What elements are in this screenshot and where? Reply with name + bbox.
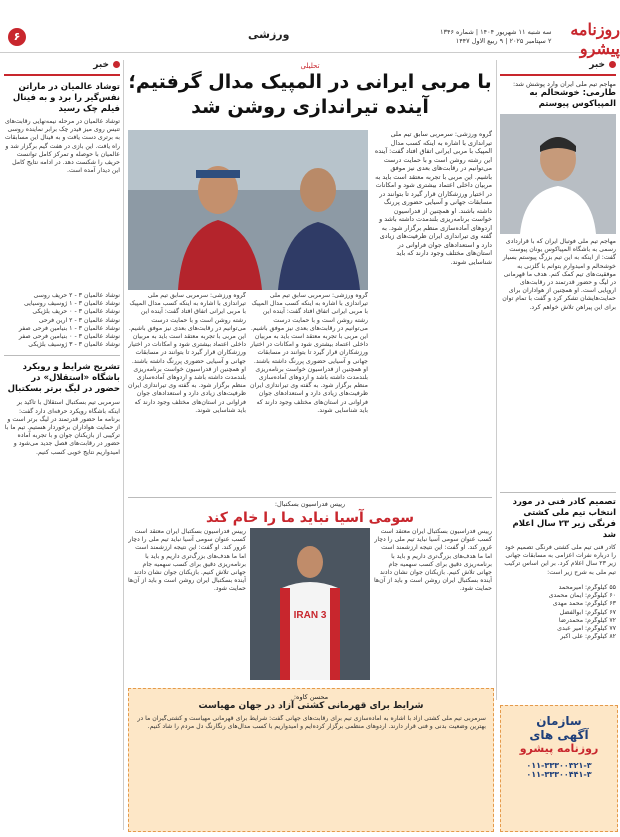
ad-phone2[interactable]: ۰۱۱-۳۳۳۰۰۴۴۱-۳ xyxy=(526,770,592,779)
ad-box xyxy=(500,705,618,832)
main-body-middle: گروه ورزشی: سرمربی سابق تیم ملی تیراندازی با اشاره به اینکه کسب مدال المپیک با مربی ایرانی اتفاق افتاد گفت: آینده این رشته روشن است و با حمایت درست می‌توانیم در رقابت‌های بعدی نیز موفق باشیم. این مربی با تجربه معتقد است باید به مربیان داخلی اعتماد بیشتری شود و امکانات در اختیار ورزشکاران قرار گیرد تا بتوانند در مسابقات جهانی و آسیایی حضوری پررنگ داشته باشند. او همچنین از فدراسیون خواست برنامه‌ریزی بلندمدت داشته باشد و اردوهای آماده‌سازی منظم برگزار شود. به گفته وی تیراندازی ایران ظرفیت‌های زیادی دارد و استعدادهای جوان فراوانی در استان‌های مختلف وجود دارند که باید شناسایی شوند. xyxy=(250,292,368,414)
basketball-story xyxy=(128,500,492,528)
newspaper-logo: روزنامه پیشرو xyxy=(570,20,620,58)
basketball-headline: سومی آسیا نباید ما را خام کند xyxy=(205,510,415,526)
date-persian: سه شنبه ۱۱ شهریور ۱۴۰۴ | شماره ۱۳۴۶ xyxy=(440,28,552,36)
right-story1-title: طارمی: خوشحالم به المپیاکوس پیوستم xyxy=(529,88,616,109)
result-item: نوشاد عالمیان ۳ - ۳ ژوسیف بلژیکی xyxy=(28,341,120,349)
bullet-icon xyxy=(113,61,120,68)
bottom-kicker: محسن کاوه: xyxy=(293,693,329,701)
main-story xyxy=(128,62,492,120)
basketball-body-right: رییس فدراسیون بسکتبال ایران معتقد است کسب عنوان سومی آسیا نباید تیم ملی را دچار غرور کند. او گفت: این نتیجه ارزشمند است اما ما هدف‌های بزرگ‌تری داریم و باید با برنامه‌ریزی دقیق برای کسب سهمیه جام جهانی تلاش کنیم. بازیکنان جوان نشان دادند آینده بسکتبال ایران روشن است و باید از آن‌ها حمایت شود. xyxy=(374,528,492,593)
date-gregorian: ۲ سپتامبر ۲۰۲۵ | ۹ ربیع الاول ۱۴۴۷ xyxy=(455,37,552,45)
result-item: نوشاد عالمیان ۳ - ۱ بنیامین فرحی صفر xyxy=(18,324,120,332)
main-kicker: تحلیلی xyxy=(300,62,320,70)
masthead xyxy=(0,0,620,58)
roster-item: ۷۲ کیلوگرم: محمدرضا xyxy=(558,616,616,624)
ad-phone1[interactable]: ۰۱۱-۳۳۳۰۰۳۲۱-۳ xyxy=(526,761,592,770)
left-story2-body: سرمربی تیم بسکتبال استقلال با تاکید بر اینکه باشگاه رویکرد حرفه‌ای دارد گفت: برنامه ما حضور قدرتمند در لیگ برتر است و از حمایت هواداران برخوردار هستیم. تیم ما با ترکیبی از بازیکنان جوان و با تجربه آماده حضور در رقابت‌های فصل جدید می‌شود و امیدواریم نتایج خوبی کسب کنیم. xyxy=(4,399,120,456)
roster-list xyxy=(500,584,616,641)
right-column xyxy=(500,60,616,700)
roster-item: ۶۷ کیلوگرم: ابوالفضل xyxy=(559,608,616,616)
coach-photo-icon xyxy=(128,130,368,290)
bottom-body: سرمربی تیم ملی کشتی آزاد با اشاره به آماده‌سازی تیم برای رقابت‌های جهانی گفت: شرایط برای قهرمانی مهیاست و کشتی‌گیران ما در بهترین وضعیت بدنی و فنی قرار دارند. اردوهای منظمی برگزار کرده‌ایم و امیدواریم با کسب مدال‌های رنگارنگ دل مردم را شاد کنیم. xyxy=(137,715,486,731)
basketball-photo xyxy=(250,528,370,680)
result-item: نوشاد عالمیان ۳ - ۲ حریف روسی xyxy=(33,292,120,299)
basketball-kicker: رییس فدراسیون بسکتبال: xyxy=(274,500,346,508)
main-photo xyxy=(128,130,368,290)
roster-item: ۵۵ کیلوگرم: امیرمحمد xyxy=(558,584,616,591)
left-story1-title: توشاد عالمیان در ماراتن نفس‌گیر را برد و به فینال فیلم چک رسید xyxy=(12,82,120,114)
right-story1-kicker: مهاجم تیم ملی ایران وارد پوشش شد: xyxy=(512,80,616,88)
basketball-body-left: رییس فدراسیون بسکتبال ایران معتقد است کسب عنوان سومی آسیا نباید تیم ملی را دچار غرور کند. او گفت: این نتیجه ارزشمند است اما ما هدف‌های بزرگ‌تری داریم و باید با برنامه‌ریزی دقیق برای کسب سهمیه جام جهانی تلاش کنیم. بازیکنان جوان نشان دادند آینده بسکتبال ایران روشن است و باید از آن‌ها حمایت شود. xyxy=(128,528,246,593)
main-headline-line1: با مربی ایرانی در المپیک مدال گرفتیم؛ xyxy=(128,71,492,93)
result-item: نوشاد عالمیان ۳ - ۰ بنیامین فرحی صفر xyxy=(18,333,120,341)
divider xyxy=(500,492,616,493)
section-title: ورزشی xyxy=(248,28,290,41)
right-story2-title: تصمیم کادر فنی در مورد انتخاب تیم ملی کشتی فرنگی زیر ۲۳ سال اعلام شد xyxy=(512,497,616,540)
bullet-icon xyxy=(609,61,616,68)
results-list xyxy=(4,292,120,349)
roster-item: ۶۰ کیلوگرم: ایمان محمدی xyxy=(548,592,616,600)
basketball-player-icon xyxy=(250,528,370,680)
column-divider xyxy=(496,60,497,700)
divider xyxy=(128,497,492,498)
right-column-header: خبر xyxy=(500,60,616,76)
bottom-title: شرایط برای قهرمانی کشتی آزاد در جهان مهیاست xyxy=(198,701,424,711)
bottom-story-box xyxy=(128,688,494,832)
result-item: نوشاد عالمیان ۳ - ۲ آرین فرحی xyxy=(38,316,120,324)
roster-item: ۷۷ کیلوگرم: امیر عبدی xyxy=(557,625,616,633)
left-column-header: خبر xyxy=(4,60,120,76)
jersey-text: IRAN 3 xyxy=(293,610,327,621)
ad-title2: آگهی های xyxy=(529,728,589,742)
ad-title3: روزنامه پیشرو xyxy=(519,742,599,755)
roster-item: ۶۳ کیلوگرم: محمد مهدی xyxy=(552,600,616,608)
ad-title1: سازمان xyxy=(536,714,582,728)
roster-item: ۸۲ کیلوگرم: علی اکبر xyxy=(560,633,616,641)
result-item: نوشاد عالمیان ۳ - ۱ ژوسیف روسیایی xyxy=(23,300,120,308)
column-divider xyxy=(123,60,124,830)
main-body-right: گروه ورزشی: سرمربی سابق تیم ملی تیراندازی با اشاره به اینکه کسب مدال المپیک با مربی ایرانی اتفاق افتاد گفت: آینده این رشته روشن است و با حمایت درست می‌توانیم در رقابت‌های بعدی نیز موفق باشیم. این مربی با تجربه معتقد است باید به مربیان داخلی اعتماد بیشتری شود و امکانات در اختیار ورزشکاران قرار گیرد تا بتوانند در مسابقات جهانی و آسیایی حضوری پررنگ داشته باشند. او همچنین از فدراسیون خواست برنامه‌ریزی بلندمدت داشته باشد و اردوهای آماده‌سازی منظم برگزار شود. به گفته وی تیراندازی ایران ظرفیت‌های زیادی دارد و استعدادهای جوان فراوانی در استان‌های مختلف وجود دارند که باید شناسایی شوند. xyxy=(374,130,492,266)
left-story1-body: توشاد عالمیان در مرحله نیمه‌نهایی رقابت‌های تنیس روی میز فیدر چک برابر نماینده روسی به برتری دست یافت و به فینال این مسابقات راه یافت. این بازی در هفت گیم برگزار شد و عالمیان با حوصله و تمرکز کامل توانست حریف را شکست دهد. در ادامه نتایج کامل این دیدار آمده است. xyxy=(4,118,120,175)
player-portrait-icon xyxy=(500,114,616,234)
player-photo xyxy=(500,114,616,234)
right-story1-body: مهاجم تیم ملی فوتبال ایران که با قراردادی رسمی به باشگاه المپیاکوس یونان پیوست گفت: از اینکه به این تیم بزرگ پیوستم بسیار خوشحالم و امیدوارم بتوانم با گلزنی به موفقیت‌های تیم کمک کنم. هدف ما قهرمانی در لیگ و حضور قدرتمند در رقابت‌های اروپایی است. او همچنین از هواداران برای حمایت‌هایشان تشکر کرد و گفت با تمام توان برای این پیراهن تلاش خواهم کرد. xyxy=(502,238,616,311)
left-story2-title: تشریح شرایط و رویکرد باشگاه «استقلال» در حضور در لیگ برتر بسکتبال xyxy=(7,362,120,395)
main-body-left: گروه ورزشی: سرمربی سابق تیم ملی تیراندازی با اشاره به اینکه کسب مدال المپیک با مربی ایرانی اتفاق افتاد گفت: آینده این رشته روشن است و با حمایت درست می‌توانیم در رقابت‌های بعدی نیز موفق باشیم. این مربی با تجربه معتقد است باید به مربیان داخلی اعتماد بیشتری شود و امکانات در اختیار ورزشکاران قرار گیرد تا بتوانند در مسابقات جهانی و آسیایی حضوری پررنگ داشته باشند. او همچنین از فدراسیون خواست برنامه‌ریزی بلندمدت داشته باشد و اردوهای آماده‌سازی منظم برگزار شود. به گفته وی تیراندازی ایران ظرفیت‌های زیادی دارد و استعدادهای جوان فراوانی در استان‌های مختلف وجود دارند که باید شناسایی شوند. xyxy=(128,292,246,414)
right-story2-body: کادر فنی تیم ملی کشتی فرنگی تصمیم خود را درباره نفرات اعزامی به مسابقات جهانی زیر ۲۳ سال اعلام کرد. بر این اساس ترکیب تیم ملی به شرح زیر است: xyxy=(504,544,616,576)
page-number: ۶ xyxy=(8,28,26,46)
result-item: نوشاد عالمیان ۳ - ۰ حریف بلژیکی xyxy=(32,308,120,316)
divider xyxy=(4,355,120,356)
left-column xyxy=(4,60,120,830)
main-headline-line2: آینده تیراندازی روشن شد xyxy=(191,96,429,118)
